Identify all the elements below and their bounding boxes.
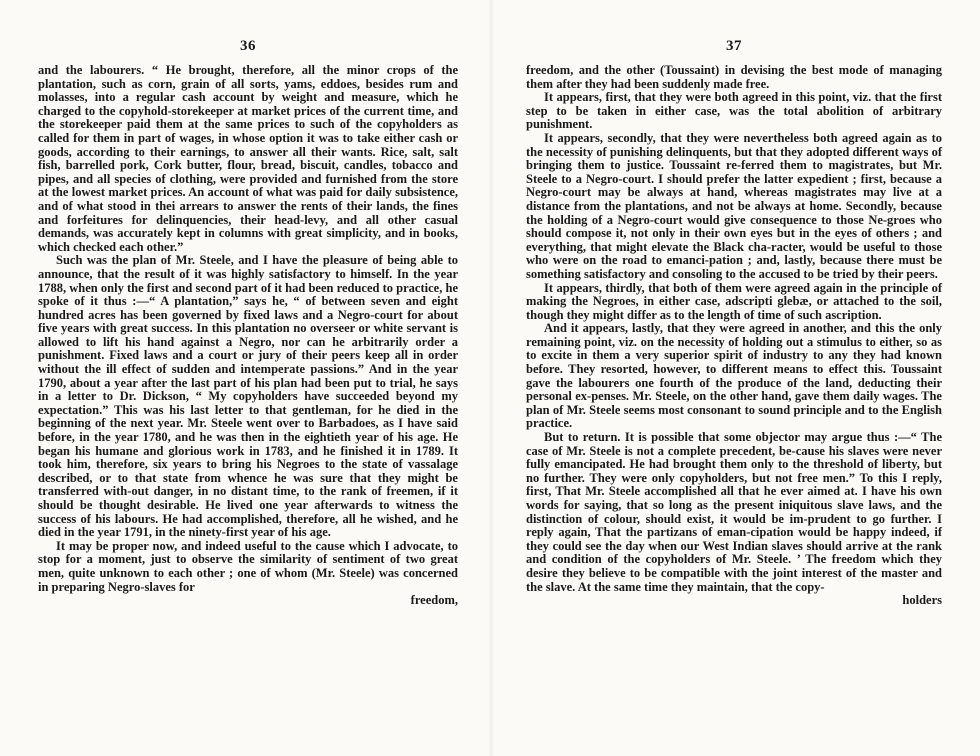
- page-fold: [488, 0, 494, 756]
- paragraph: It appears, secondly, that they were nevertheless both agreed again as to the necessity of punishing delinquents, but that they adopted different ways of bringing them to justice. Toussaint re-ferred them to magistrates, but Mr. Steele to a Negro-court. I should prefer the latter expedient ; first, because a Negro-court may be always at hand, whereas magistrates may live at a distance from the plantations, and not be always at home. Secondly, because the holding of a Negro-court would give consequence to those Ne-groes who should compose it, not only in their own eyes but in the eyes of others ; and everything, that might elevate the Black cha-racter, would be useful to those who were on the road to emanci-pation ; and, lastly, because there must be something satisfactory and consoling to the accused to be tried by their peers.: [526, 130, 942, 281]
- paragraph: freedom, and the other (Toussaint) in devising the best mode of managing them after they had been suddenly made free.: [526, 63, 942, 91]
- paragraph: But to return. It is possible that some objector may argue thus :—“ The case of Mr. Steele is not a complete precedent, be-cause his slaves were never fully emancipated. He had brought them only to the threshold of liberty, but no further. They were only copyholders, but not free men.” To this I reply, first, That Mr. Steele accomplished all that he ever aimed at. I have his own words for saying, that so long as the present iniquitous slave laws, and the distinction of colour, should exist, it would be im-prudent to go further. I reply again, That the partizans of eman-cipation would be happy indeed, if they could see the day when our West Indian slaves should arrive at the rank and condition of the copyholders of Mr. Steele. ’ The freedom which they desire they believe to be compatible with the joint interest of the master and the slave. At the same time they maintain, that the copy-: [526, 430, 942, 594]
- right-page-text: [526, 64, 942, 608]
- page-number-right: 37: [726, 38, 742, 54]
- paragraph: It appears, first, that they were both agreed in this point, viz. that the first step to be taken in either case, was the total abolition of arbitrary punishment.: [526, 90, 942, 132]
- catchword: holders: [902, 593, 942, 608]
- paragraph: It may be proper now, and indeed useful to the cause which I advocate, to stop for a moment, just to observe the similarity of sentiment of two great men, quite unknown to each other ; one of whom (Mr. Steele) was concerned in preparing Negro-slaves for: [38, 538, 458, 594]
- catchword: freedom,: [410, 593, 458, 608]
- paragraph: It appears, thirdly, that both of them were agreed again in the principle of making the Negroes, in either case, adscripti glebæ, or attached to the soil, though they might differ as to the length of time of such ascription.: [526, 280, 942, 322]
- left-page: [38, 38, 458, 608]
- paragraph: Such was the plan of Mr. Steele, and I have the pleasure of being able to announce, that the result of it was highly satisfactory to himself. In the year 1788, when only the first and second part of it had been reduced to practice, he spoke of it thus :—“ A plantation,” says he, “ of between seven and eight hundred acres has been governed by fixed laws and a Negro-court for about five years with great success. In this plantation no overseer or white servant is allowed to lift his hand against a Negro, nor can he arbitrarily order a punishment. Fixed laws and a court or jury of their peers keep all in order without the ill effect of sudden and intemperate passions.” And in the year 1790, about a year after the last part of his plan had been put to trial, he says in a letter to Dr. Dickson, “ My copyholders have succeeded beyond my expectation.” This was his last letter to that gentleman, for he died in the beginning of the next year. Mr. Steele went over to Barbadoes, as I have said before, in the year 1780, and he was then in the eightieth year of his age. He began his humane and glorious work in 1783, and he finished it in 1789. It took him, therefore, six years to bring his Negroes to the state of vassalage described, or to that state from whence he was sure that they might be transferred with-out danger, in no distant time, to the rank of freemen, if it should be thought desirable. He lived one year afterwards to witness the success of his labours. He had accomplished, therefore, all he wished, and he died in the year 1791, in the ninety-first year of his age.: [38, 253, 458, 540]
- page-number-left: 36: [240, 38, 256, 54]
- left-page-text: [38, 64, 458, 608]
- right-page: [526, 38, 942, 608]
- paragraph: and the labourers. “ He brought, therefore, all the minor crops of the plantation, such as corn, grain of all sorts, yams, eddoes, besides rum and molasses, into a regular cash account by weight and measure, which he charged to the copyhold-storekeeper at market prices of the current time, and the storekeeper paid them at the same prices to such of the copyholders as called for them in part of wages, in whose option it was to take either cash or goods, according to their earnings, to answer all their wants. Rice, salt, salt fish, barrelled pork, Cork butter, flour, bread, biscuit, candles, tobacco and pipes, and all species of clothing, were provided and furnished from the store at the lowest market prices. An account of what was paid for daily subsistence, and of what stood in thei arrears to answer the rents of their lands, the fines and forfeitures for delinquencies, their head-levy, and all other casual demands, was accurately kept in columns with great simplicity, and in books, which checked each other.”: [38, 63, 458, 254]
- paragraph: And it appears, lastly, that they were agreed in another, and this the only remaining point, viz. on the necessity of holding out a stimulus to either, so as to excite in them a very superior spirit of industry to any they had known before. They resorted, however, to different means to effect this. Toussaint gave the labourers one fourth of the produce of the land, deducting their personal ex-penses. Mr. Steele, on the other hand, gave them daily wages. The plan of Mr. Steele seems most consonant to sound principle and to the English practice.: [526, 321, 942, 431]
